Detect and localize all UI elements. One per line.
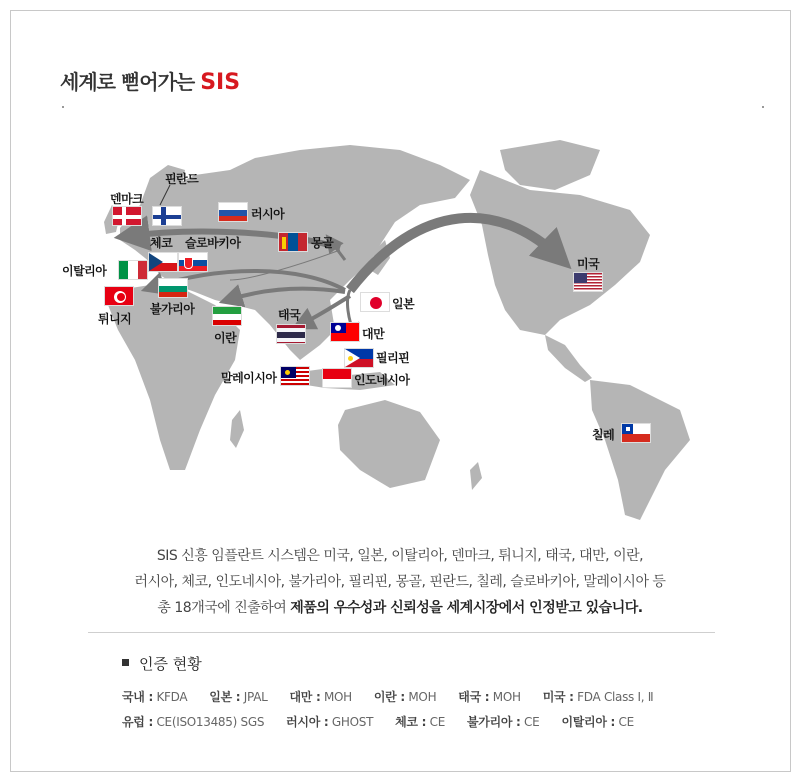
flag-philippines	[344, 348, 374, 368]
flag-czech	[148, 252, 178, 272]
label-taiwan: 대만	[362, 327, 385, 341]
cert-item: 이탈리아 : CE	[561, 715, 634, 729]
description-text	[0, 543, 800, 621]
label-indonesia: 인도네시아	[354, 373, 410, 387]
label-philippines: 필리핀	[376, 351, 410, 365]
label-usa: 미국	[577, 257, 600, 271]
central-america-landmass	[545, 335, 592, 382]
flag-thailand	[276, 324, 306, 344]
flag-indonesia	[322, 368, 352, 388]
cert-item: 일본 : JPAL	[209, 690, 268, 704]
label-czech: 체코	[150, 236, 173, 250]
flag-denmark	[112, 206, 142, 226]
certification-row-1	[122, 688, 675, 705]
australia-landmass	[338, 400, 440, 488]
label-bulgaria: 불가리아	[150, 302, 195, 316]
label-japan: 일본	[392, 297, 415, 311]
section-divider	[88, 632, 715, 633]
label-tunisia: 튀니지	[98, 312, 132, 326]
flag-taiwan	[330, 322, 360, 342]
flag-russia	[218, 202, 248, 222]
certification-row-2	[122, 713, 656, 730]
certification-heading	[122, 653, 202, 674]
label-slovakia: 슬로바키아	[185, 236, 241, 250]
sis-logo: SIS	[200, 70, 241, 95]
greenland-landmass	[500, 140, 600, 190]
description-line-3	[0, 595, 800, 621]
madagascar-landmass	[230, 410, 244, 448]
flag-slovakia	[178, 252, 208, 272]
label-malaysia: 말레이시아	[221, 371, 277, 385]
certification-title: 인증 현황	[139, 655, 202, 673]
description-line-2: 러시아, 체코, 인도네시아, 불가리아, 필리핀, 몽골, 핀란드, 칠레, 슬로바키아, 말레이시아 등	[134, 574, 666, 590]
label-italy: 이탈리아	[62, 264, 107, 278]
cert-item: 유럽 : CE(ISO13485) SGS	[122, 715, 265, 729]
new-zealand-landmass	[470, 462, 482, 490]
flag-bulgaria	[158, 278, 188, 298]
cert-item: 불가리아 : CE	[467, 715, 540, 729]
cert-item: 러시아 : GHOST	[286, 715, 374, 729]
cert-item: 태국 : MOH	[458, 690, 521, 704]
flag-japan	[360, 292, 390, 312]
south-america-landmass	[590, 380, 690, 520]
description-line-3-plain: 총 18개국에 진출하여	[157, 600, 291, 616]
flag-usa	[573, 272, 603, 292]
cert-item: 체코 : CE	[395, 715, 445, 729]
label-thailand: 태국	[278, 308, 301, 322]
flag-tunisia	[104, 286, 134, 306]
label-iran: 이란	[214, 331, 237, 345]
title-text: 세계로 뻗어가는	[60, 70, 195, 94]
bullet-square-icon	[122, 659, 129, 666]
flag-malaysia	[280, 366, 310, 386]
label-mongolia: 몽골	[311, 236, 334, 250]
flag-finland	[152, 206, 182, 226]
label-finland: 핀란드	[165, 172, 199, 186]
cert-item: 이란 : MOH	[373, 690, 437, 704]
land-masses	[104, 140, 690, 520]
description-line-3-bold: 제품의 우수성과 신뢰성을 세계시장에서 인정받고 있습니다.	[290, 600, 643, 616]
flag-iran	[212, 306, 242, 326]
description-line-1: SIS 신흥 임플란트 시스템은 미국, 일본, 이탈리아, 덴마크, 튀니지, 태국, 대만, 이란,	[156, 548, 644, 564]
flag-mongolia	[278, 232, 308, 252]
cert-item: 대만 : MOH	[289, 690, 352, 704]
cert-item: 미국 : FDA Class Ⅰ, Ⅱ	[542, 690, 654, 704]
cert-item: 국내 : KFDA	[122, 690, 188, 704]
label-chile: 칠레	[592, 428, 615, 442]
flag-chile	[621, 423, 651, 443]
flag-italy	[118, 260, 148, 280]
label-denmark: 덴마크	[110, 192, 144, 206]
label-russia: 러시아	[251, 207, 285, 221]
